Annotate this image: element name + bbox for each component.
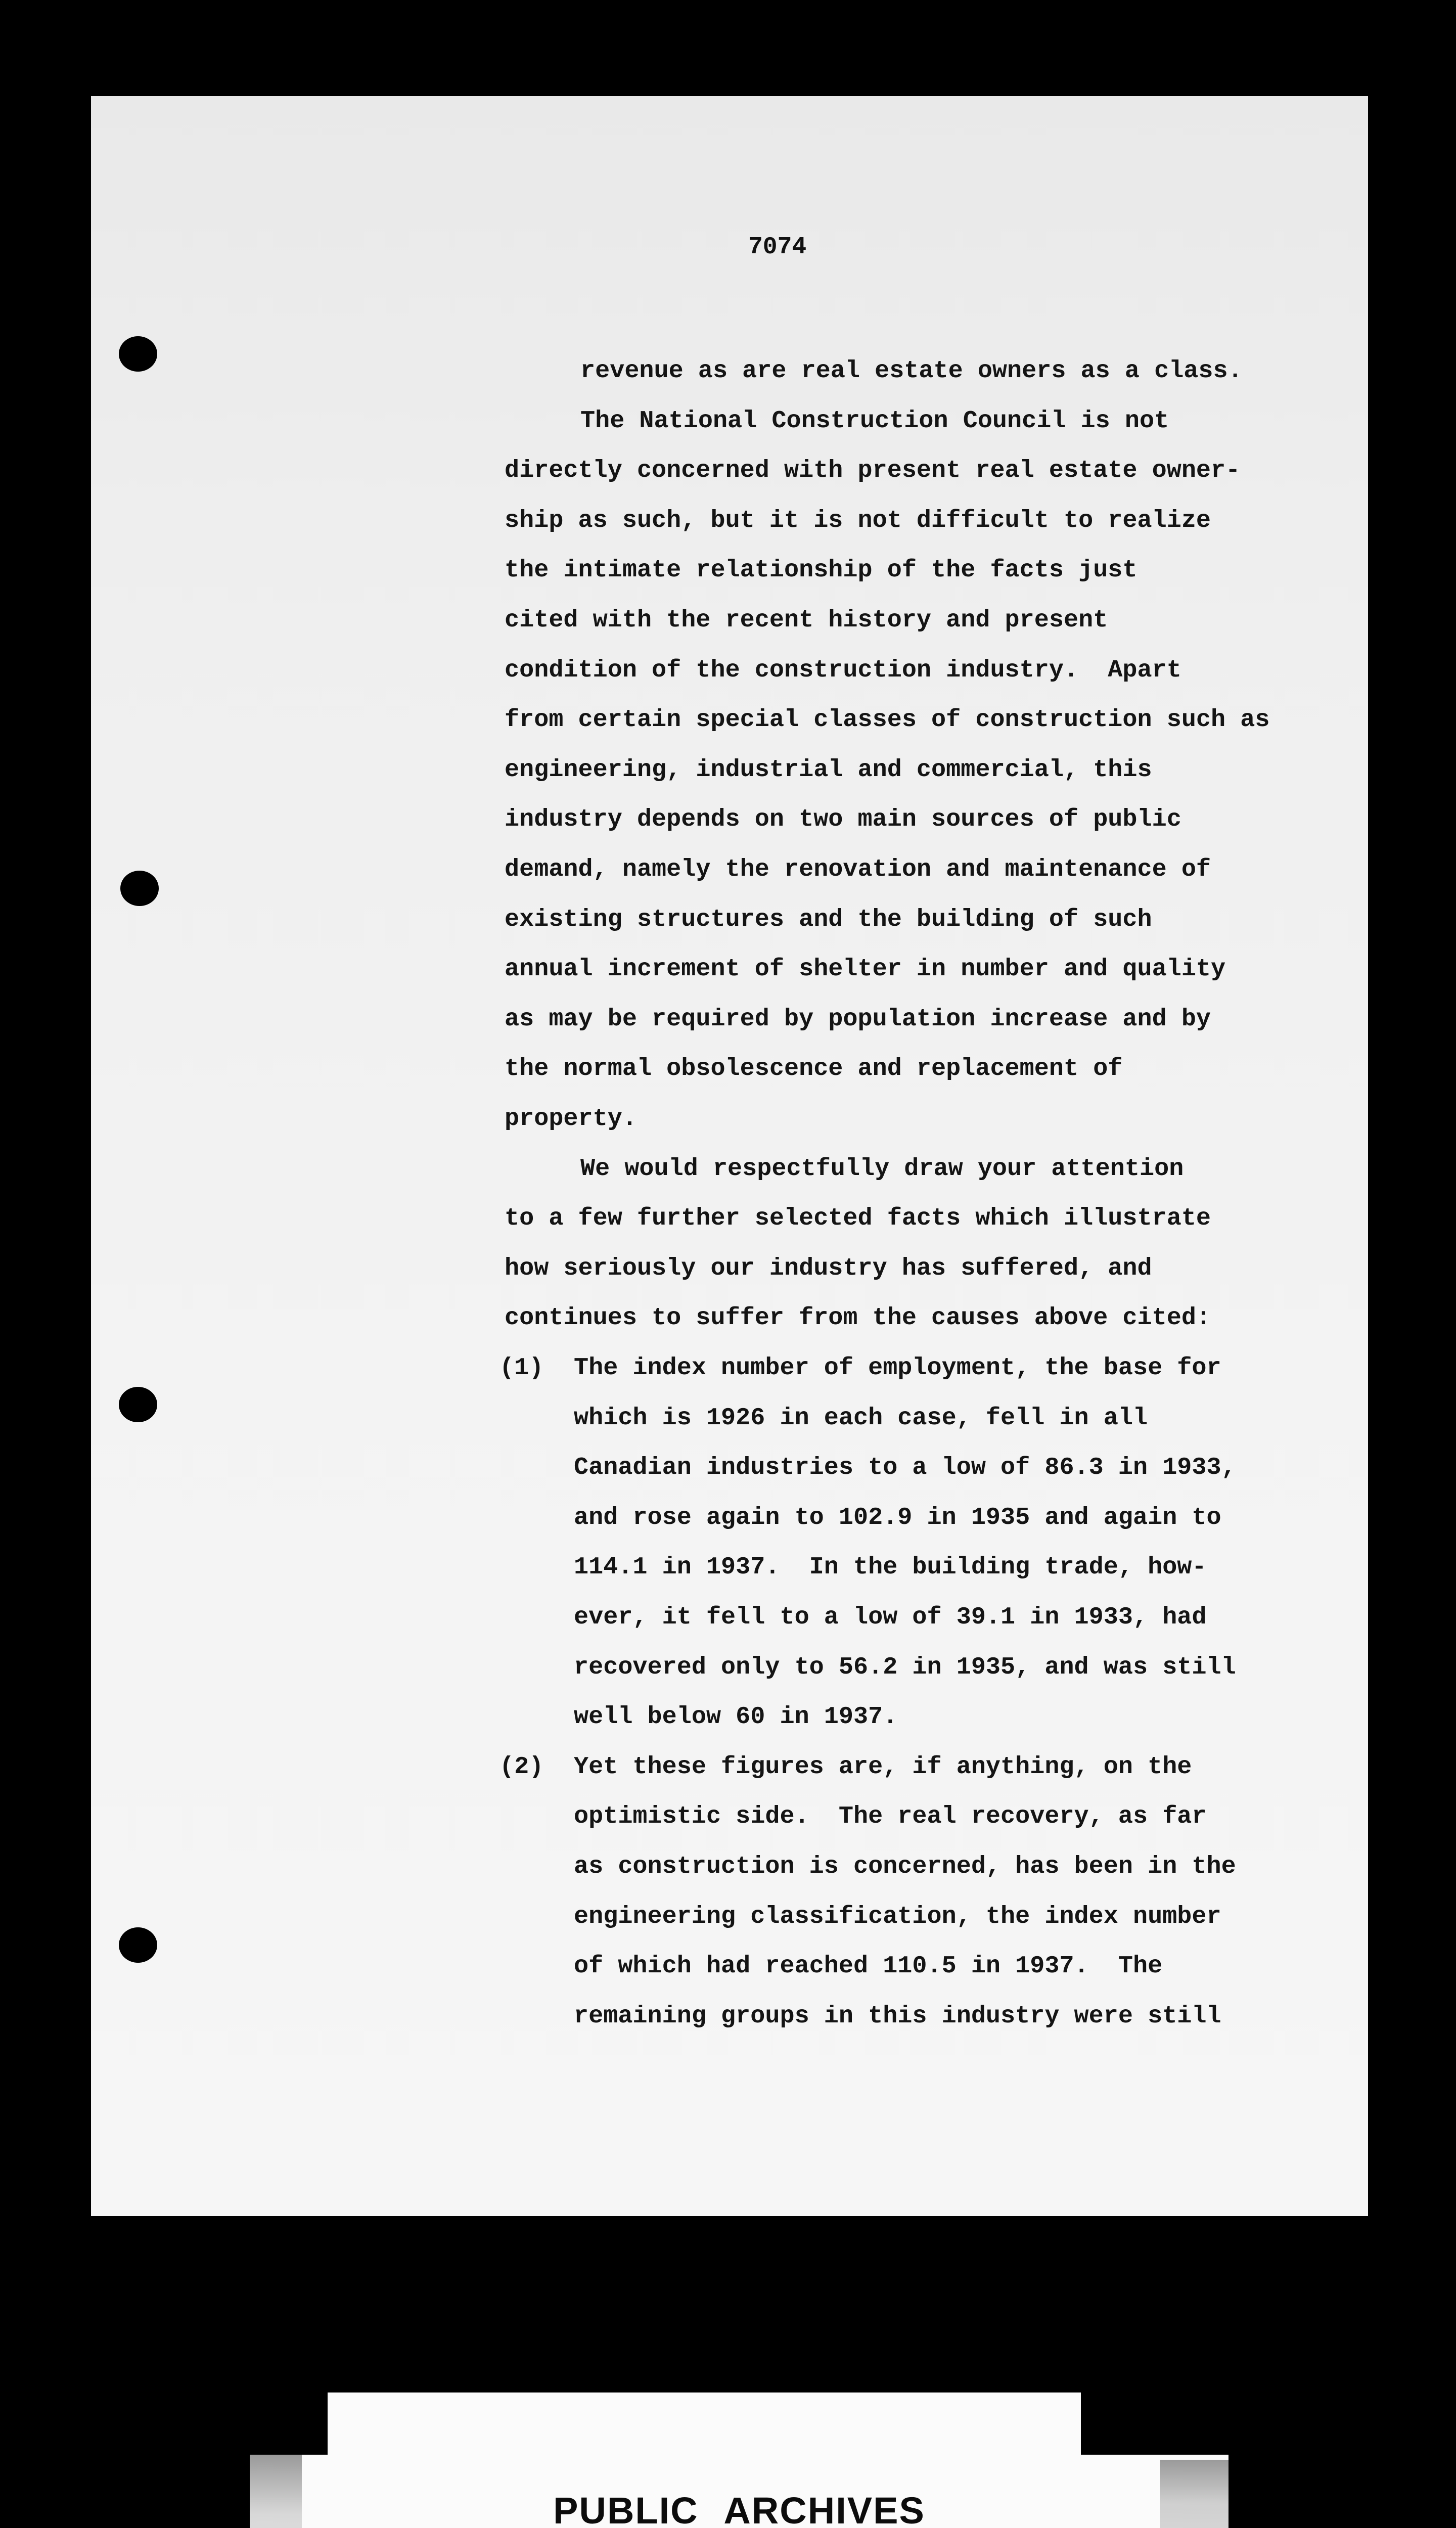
page-number: 7074 <box>748 234 807 261</box>
line-text: annual increment of shelter in number and quality <box>505 955 1226 983</box>
text-line <box>505 1203 1211 1234</box>
text-line <box>574 1602 1207 1633</box>
line-text: cited with the recent history and present <box>505 606 1108 634</box>
text-line <box>505 506 1211 536</box>
punch-hole <box>119 336 157 372</box>
line-text: property. <box>505 1105 637 1133</box>
line-text: and rose again to 102.9 in 1935 and again to <box>574 1503 1221 1531</box>
text-line <box>574 1403 1148 1433</box>
line-text: 114.1 in 1937. In the building trade, how- <box>574 1553 1207 1582</box>
text-line <box>574 1951 1162 1981</box>
line-text: engineering classification, the index number <box>574 1902 1221 1930</box>
text-line <box>574 1552 1207 1583</box>
text-line <box>505 605 1108 636</box>
line-text: demand, namely the renovation and maintenance of <box>505 855 1211 883</box>
line-text: to a few further selected facts which illustrate <box>505 1204 1211 1233</box>
text-line <box>574 2001 1221 2032</box>
line-text: directly concerned with present real estate owner- <box>505 457 1241 485</box>
stamp-title-english: PUBLIC ARCHIVES <box>553 2490 925 2528</box>
text-line <box>499 1353 1221 1383</box>
line-text: the intimate relationship of the facts just <box>505 556 1138 584</box>
line-text: which is 1926 in each case, fell in all <box>574 1404 1148 1432</box>
line-text: Yet these figures are, if anything, on the <box>574 1752 1192 1781</box>
text-line <box>580 356 1243 386</box>
list-marker: (2) <box>499 1752 544 1781</box>
text-line <box>505 1303 1211 1333</box>
line-text: We would respectfully draw your attention <box>580 1154 1184 1183</box>
line-text: existing structures and the building of such <box>505 905 1152 933</box>
punch-hole <box>120 871 159 906</box>
text-line <box>505 1054 1122 1084</box>
line-text: industry depends on two main sources of public <box>505 805 1181 834</box>
line-text: ship as such, but it is not difficult to realize <box>505 506 1211 534</box>
line-text: engineering, industrial and commercial, this <box>505 755 1152 784</box>
text-line <box>574 1503 1221 1533</box>
text-line <box>505 755 1152 785</box>
text-line <box>505 1104 637 1134</box>
text-line <box>505 705 1269 735</box>
punch-hole <box>119 1927 157 1963</box>
line-text: optimistic side. The real recovery, as far <box>574 1802 1207 1831</box>
text-line <box>505 655 1181 686</box>
document-page <box>91 96 1368 2216</box>
line-text: how seriously our industry has suffered, and <box>505 1254 1152 1282</box>
line-text: the normal obsolescence and replacement of <box>505 1055 1123 1083</box>
text-line <box>574 1453 1236 1483</box>
list-marker: (1) <box>499 1354 544 1382</box>
text-line <box>505 555 1138 585</box>
text-line <box>574 1652 1236 1683</box>
line-text: ever, it fell to a low of 39.1 in 1933, had <box>574 1603 1207 1631</box>
line-text: from certain special classes of construction such as <box>505 706 1270 734</box>
line-text: of which had reached 110.5 in 1937. The <box>574 1952 1163 1980</box>
line-text: as construction is concerned, has been in the <box>574 1853 1236 1880</box>
text-line <box>580 1154 1184 1184</box>
text-line <box>505 456 1240 486</box>
text-line <box>574 1902 1221 1932</box>
archives-stamp <box>250 2455 1228 2528</box>
line-text: continues to suffer from the causes above cited: <box>505 1304 1211 1332</box>
text-line <box>499 1752 1192 1782</box>
text-line <box>574 1702 897 1732</box>
text-line <box>505 1004 1211 1034</box>
line-text: condition of the construction industry. Apart <box>505 656 1181 684</box>
text-line <box>505 804 1181 835</box>
text-line <box>505 954 1225 984</box>
text-line <box>505 854 1211 885</box>
line-text: recovered only to 56.2 in 1935, and was still <box>574 1653 1236 1681</box>
line-text: well below 60 in 1937. <box>574 1703 898 1731</box>
text-line <box>505 1253 1152 1284</box>
text-line <box>580 406 1169 436</box>
text-line <box>574 1801 1207 1832</box>
line-text: revenue as are real estate owners as a class. <box>580 357 1243 385</box>
line-text: Canadian industries to a low of 86.3 in 1933, <box>574 1454 1236 1482</box>
line-text: The National Construction Council is not <box>580 407 1169 435</box>
punch-hole <box>119 1387 157 1422</box>
text-line <box>505 905 1152 935</box>
text-line <box>574 1852 1236 1882</box>
line-text: The index number of employment, the base for <box>574 1354 1221 1382</box>
line-text: remaining groups in this industry were still <box>574 2002 1221 2030</box>
line-text: as may be required by population increase and by <box>505 1005 1211 1033</box>
